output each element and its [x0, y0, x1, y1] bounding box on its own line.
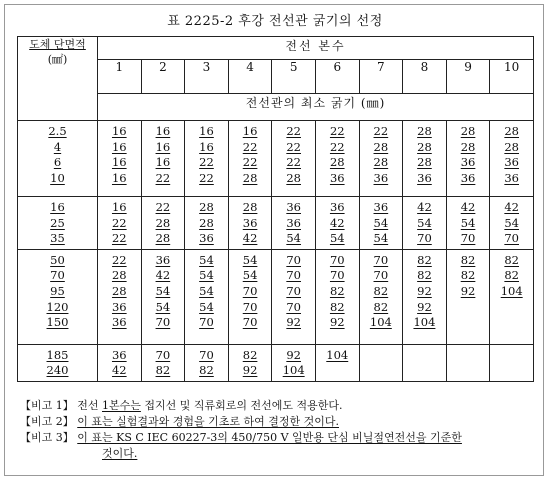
wire-count-cell: 4 [228, 60, 272, 94]
conduit-size-cell [141, 344, 185, 381]
conductor-size-value: 150 [46, 315, 69, 330]
size-group-row [18, 249, 534, 344]
conduit-size-cell [315, 197, 359, 250]
conduit-size-value: 28 [155, 231, 171, 246]
conduit-size-value: 104 [282, 363, 305, 378]
min-size-header: 전선관의 최소 굵기 (㎜) [98, 94, 534, 121]
wire-count-cell: 1 [98, 60, 142, 94]
conduit-size-value: 16 [155, 155, 171, 170]
conduit-size-value: 70 [286, 252, 301, 267]
conduit-size-value: 16 [155, 139, 171, 154]
conduit-size-value: 104 [413, 315, 436, 330]
conduit-size-cell [403, 249, 447, 344]
conductor-size-value: 10 [50, 170, 65, 185]
conduit-size-value: 70 [460, 231, 476, 246]
conduit-size-value: 22 [286, 139, 301, 154]
conduit-size-value: 104 [326, 347, 349, 362]
conductor-size-cell [18, 197, 98, 250]
conduit-size-value: 54 [373, 215, 389, 230]
conduit-size-value: 28 [242, 170, 258, 185]
table-title: 표 2225-2 후강 전선관 굵기의 선정 [167, 14, 383, 29]
conduit-size-cell [185, 197, 229, 250]
conduit-size-value: 16 [199, 124, 214, 138]
conduit-size-value: 28 [417, 124, 432, 138]
conduit-size-cell [446, 249, 490, 344]
conduit-size-value: 28 [504, 139, 519, 154]
conduit-size-value: 42 [242, 231, 258, 246]
conduit-size-value: 54 [329, 231, 345, 246]
conduit-size-value: 22 [242, 139, 258, 154]
conduit-size-value: 82 [155, 363, 171, 378]
conduit-size-value: 70 [242, 299, 258, 314]
size-group-row [18, 344, 534, 381]
conduit-size-cell [446, 344, 490, 381]
conduit-size-cell [359, 344, 403, 381]
conduit-size-value: 28 [417, 155, 432, 170]
conduit-size-value: 16 [111, 200, 127, 214]
conduit-size-value: 22 [199, 155, 214, 170]
conduit-size-value: 70 [199, 347, 214, 362]
conduit-size-value: 70 [504, 231, 519, 246]
conduit-size-cell [359, 249, 403, 344]
conduit-size-value: 42 [155, 268, 171, 283]
conduit-size-cell [141, 197, 185, 250]
conduit-size-cell [403, 197, 447, 250]
conduit-size-value: 54 [460, 215, 476, 230]
conduit-size-value: 104 [369, 315, 392, 330]
conduit-size-value: 28 [199, 200, 214, 214]
conduit-size-value: 36 [329, 200, 345, 214]
conductor-size-value: 120 [46, 299, 69, 314]
conduit-size-cell [490, 249, 534, 344]
note-text-underlined: 1본수는 [102, 399, 141, 412]
conduit-size-value: 22 [111, 215, 127, 230]
conduit-size-value: 54 [199, 299, 214, 314]
conduit-size-value: 70 [417, 231, 432, 246]
conduit-size-value: 16 [111, 155, 127, 170]
conduit-size-value: 36 [286, 215, 301, 230]
note-3 [20, 430, 540, 446]
conduit-size-value: 70 [329, 252, 345, 267]
conduit-size-value: 16 [199, 139, 214, 154]
conduit-size-cell [228, 249, 272, 344]
conduit-size-cell [446, 197, 490, 250]
conduit-size-value: 92 [242, 363, 258, 378]
note-label: 【비고 3】 [20, 431, 74, 444]
conduit-size-value: 28 [111, 268, 127, 283]
conduit-size-cell [446, 121, 490, 197]
conduit-size-value: 82 [329, 283, 345, 298]
conduit-size-value: 16 [242, 124, 258, 138]
conduit-size-value: 70 [199, 315, 214, 330]
conduit-size-value: 54 [199, 283, 214, 298]
conduit-size-value: 70 [286, 283, 301, 298]
conduit-size-value: 82 [199, 363, 214, 378]
conductor-size-cell [18, 121, 98, 197]
conduit-size-value: 28 [329, 155, 345, 170]
conductor-size-value: 240 [46, 363, 69, 378]
conductor-size-cell [18, 249, 98, 344]
conduit-size-value: 70 [155, 315, 171, 330]
conduit-size-value: 36 [111, 299, 127, 314]
conduit-size-value: 70 [373, 268, 389, 283]
conduit-size-value: 36 [417, 170, 432, 185]
conduit-size-value: 36 [373, 170, 389, 185]
conduit-size-value: 28 [242, 200, 258, 214]
conduit-size-cell [98, 197, 142, 250]
note-label: 【비고 2】 [20, 415, 74, 428]
conductor-area-header-label: 도체 단면적 [29, 38, 86, 51]
conductor-size-value: 50 [50, 252, 65, 267]
note-3-continuation [20, 446, 540, 462]
conduit-size-cell [359, 121, 403, 197]
conduit-size-value: 92 [286, 347, 301, 362]
conduit-size-cell [272, 344, 316, 381]
wire-count-cell: 9 [446, 60, 490, 94]
wire-count-cell: 2 [141, 60, 185, 94]
conduit-size-value: 54 [417, 215, 432, 230]
conduit-size-value: 82 [417, 252, 432, 267]
conductor-size-value: 25 [50, 215, 65, 230]
conduit-size-value: 70 [242, 315, 258, 330]
conduit-size-value: 92 [417, 299, 432, 314]
conduit-size-value: 16 [155, 124, 171, 138]
conduit-size-value: 28 [373, 155, 389, 170]
note-label: 【비고 1】 [20, 399, 74, 412]
conduit-size-value: 28 [417, 139, 432, 154]
conductor-size-value: 95 [50, 283, 65, 298]
conduit-size-table [17, 36, 534, 382]
note-text: 접지선 및 직류회로의 전선에도 적용한다. [140, 399, 343, 412]
conduit-size-value: 36 [111, 315, 127, 330]
conduit-size-value: 16 [111, 170, 127, 185]
conduit-size-value: 36 [155, 252, 171, 267]
conduit-size-value: 82 [504, 252, 519, 267]
conduit-size-value: 22 [329, 124, 345, 138]
conduit-size-value: 36 [199, 231, 214, 246]
conduit-size-value: 22 [155, 200, 171, 214]
conduit-size-value: 82 [460, 268, 476, 283]
conductor-size-value: 2.5 [48, 124, 67, 138]
conduit-size-value: 36 [460, 170, 476, 185]
conduit-size-value: 36 [460, 155, 476, 170]
table-body [18, 121, 534, 382]
note-1 [20, 398, 540, 414]
conduit-size-cell [141, 121, 185, 197]
conduit-size-value: 42 [417, 200, 432, 214]
conduit-size-value: 22 [329, 139, 345, 154]
conduit-size-cell [185, 121, 229, 197]
note-text-underlined: 이 표는 실험결과와 경험을 기초로 하여 결정한 것이다. [77, 415, 339, 428]
conduit-size-cell [315, 249, 359, 344]
conduit-size-value: 92 [329, 315, 345, 330]
conduit-size-value: 42 [504, 200, 519, 214]
conductor-size-cell [18, 344, 98, 381]
conduit-size-cell [359, 197, 403, 250]
conduit-size-value: 70 [329, 268, 345, 283]
conduit-size-value: 82 [242, 347, 258, 362]
conduit-size-cell [228, 197, 272, 250]
conduit-size-value: 28 [286, 170, 301, 185]
wire-count-cell: 3 [185, 60, 229, 94]
conduit-size-cell [490, 121, 534, 197]
header-row-wire-count [18, 37, 534, 60]
conduit-size-cell [228, 121, 272, 197]
conduit-size-cell [272, 121, 316, 197]
conduit-size-cell [98, 344, 142, 381]
conduit-size-value: 42 [111, 363, 127, 378]
conduit-size-value: 16 [111, 139, 127, 154]
conduit-size-value: 22 [155, 170, 171, 185]
conduit-size-value: 28 [504, 124, 519, 138]
conduit-size-value: 54 [242, 252, 258, 267]
conduit-size-cell [403, 121, 447, 197]
conduit-size-value: 82 [417, 268, 432, 283]
conduit-size-value: 28 [155, 215, 171, 230]
conduit-size-value: 54 [155, 299, 171, 314]
notes-section [20, 398, 540, 462]
size-group-row [18, 121, 534, 197]
conduit-size-value: 28 [460, 124, 476, 138]
conductor-size-value: 4 [53, 139, 62, 154]
conduit-size-value: 70 [286, 299, 301, 314]
conduit-size-cell [98, 121, 142, 197]
wire-count-cell: 7 [359, 60, 403, 94]
conduit-size-value: 54 [199, 252, 214, 267]
conduit-size-value: 92 [460, 283, 476, 298]
wire-count-cell: 8 [403, 60, 447, 94]
conduit-size-value: 36 [504, 170, 519, 185]
wire-count-cell: 6 [315, 60, 359, 94]
conduit-size-value: 92 [286, 315, 301, 330]
conduit-size-cell [272, 197, 316, 250]
conduit-size-value: 82 [460, 252, 476, 267]
size-group-row [18, 197, 534, 250]
conduit-size-value: 54 [155, 283, 171, 298]
conduit-size-cell [315, 121, 359, 197]
wire-count-cell: 5 [272, 60, 316, 94]
wire-count-header: 전선 본수 [98, 37, 534, 60]
conductor-area-header-unit: (㎟) [47, 53, 68, 66]
conduit-size-value: 22 [111, 252, 127, 267]
conduit-size-value: 22 [286, 155, 301, 170]
conduit-size-cell [272, 249, 316, 344]
conduit-size-cell [141, 249, 185, 344]
conduit-size-value: 36 [242, 215, 258, 230]
conduit-size-value: 28 [373, 139, 389, 154]
conductor-size-value: 70 [50, 268, 65, 283]
note-2 [20, 414, 540, 430]
conductor-area-header [18, 37, 98, 121]
conduit-size-value: 22 [199, 170, 214, 185]
conduit-size-value: 54 [199, 268, 214, 283]
conduit-size-value: 82 [504, 268, 519, 283]
conduit-size-value: 36 [111, 347, 127, 362]
conduit-size-value: 54 [242, 268, 258, 283]
conduit-size-value: 70 [373, 252, 389, 267]
conduit-size-value: 28 [460, 139, 476, 154]
note-text-underlined: 것이다. [102, 447, 138, 460]
conduit-size-value: 28 [199, 215, 214, 230]
conductor-size-value: 6 [53, 155, 62, 170]
conduit-size-value: 70 [286, 268, 301, 283]
conduit-size-value: 36 [373, 200, 389, 214]
conduit-size-value: 16 [111, 124, 127, 138]
conductor-size-value: 185 [46, 347, 69, 362]
wire-count-cell: 10 [490, 60, 534, 94]
conduit-size-value: 22 [373, 124, 389, 138]
conduit-size-value: 54 [286, 231, 301, 246]
conduit-size-value: 36 [504, 155, 519, 170]
conduit-size-value: 42 [329, 215, 345, 230]
conduit-size-cell [490, 197, 534, 250]
note-text: 전선 [77, 399, 102, 412]
conduit-size-value: 82 [373, 299, 389, 314]
conduit-size-cell [185, 249, 229, 344]
conduit-size-value: 22 [111, 231, 127, 246]
conductor-size-value: 16 [50, 200, 65, 214]
conduit-size-value: 70 [155, 347, 171, 362]
conduit-size-value: 54 [373, 231, 389, 246]
conduit-size-value: 28 [111, 283, 127, 298]
conduit-size-value: 36 [329, 170, 345, 185]
conduit-size-value: 104 [500, 283, 523, 298]
conduit-size-value: 22 [286, 124, 301, 138]
conduit-size-value: 42 [460, 200, 476, 214]
conduit-size-value: 82 [373, 283, 389, 298]
conduit-size-cell [228, 344, 272, 381]
conduit-size-value: 22 [242, 155, 258, 170]
conduit-size-value: 54 [504, 215, 519, 230]
conduit-size-cell [98, 249, 142, 344]
conduit-size-value: 82 [329, 299, 345, 314]
note-text-underlined: 이 표는 KS C IEC 60227-3의 450/750 V 일반용 단심 비닐절연전선을 기준한 [77, 431, 462, 444]
conduit-size-cell [315, 344, 359, 381]
conduit-size-value: 36 [286, 200, 301, 214]
conduit-size-cell [185, 344, 229, 381]
conduit-size-value: 70 [242, 283, 258, 298]
conduit-size-cell [490, 344, 534, 381]
conduit-size-value: 92 [417, 283, 432, 298]
conduit-size-cell [403, 344, 447, 381]
conductor-size-value: 35 [50, 231, 65, 246]
